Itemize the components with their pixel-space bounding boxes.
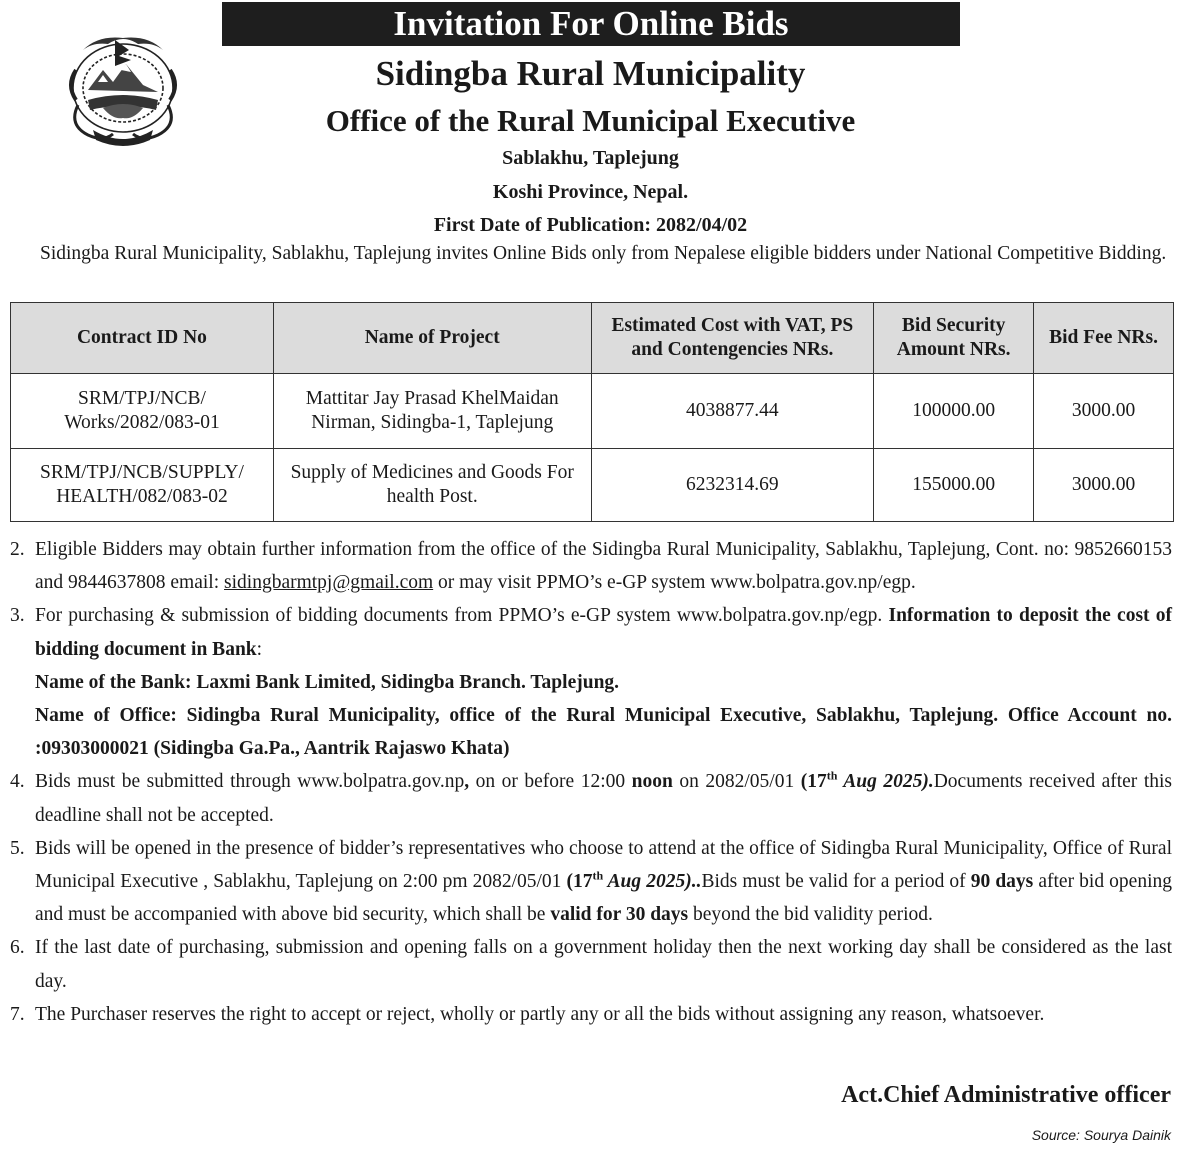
email-link[interactable]: sidingbarmtpj@gmail.com	[224, 572, 434, 594]
table-row	[11, 374, 1174, 449]
intro-paragraph	[10, 239, 1172, 268]
item-text: or may visit PPMO’s e-GP system www.bolpatra.gov.np/egp.	[433, 572, 916, 594]
item-number: 3.	[10, 605, 25, 627]
item-text: after bid opening and must be accompanied with above bid security, which shall be	[35, 871, 1173, 926]
item-text: Eligible Bidders may obtain further information from the office of the Sidingba Rural Municipality, Sablakhu, Taplejung, Cont. no: 9852660153 and 9844637808 email:	[35, 539, 1172, 594]
cell-contract-id: SRM/TPJ/NCB/ Works/2082/083-01	[11, 374, 274, 449]
item-bold-text: Information to deposit the cost of bidding document in Bank	[35, 605, 1172, 660]
cell-bid-fee: 3000.00	[1034, 374, 1174, 449]
publication-date: First Date of Publication: 2082/04/02	[433, 214, 748, 236]
list-item-6	[10, 931, 1172, 997]
cell-bid-fee: 3000.00	[1034, 449, 1174, 522]
cell-project-name: Mattitar Jay Prasad KhelMaidan Nirman, Sidingba-1, Taplejung	[273, 374, 591, 449]
address-line-1: Sablakhu, Taplejung	[502, 147, 679, 169]
item-text: beyond the bid validity period.	[688, 904, 933, 926]
item-text: Documents received after this deadline shall not be accepted.	[35, 771, 1172, 826]
item-number: 2.	[10, 539, 25, 560]
item-bold-text: noon	[631, 771, 673, 793]
bids-table	[10, 302, 1174, 522]
address-line-2: Koshi Province, Nepal.	[492, 181, 689, 203]
item-bold-text: ,	[464, 771, 470, 793]
office-title: Office of the Rural Municipal Executive	[325, 103, 856, 138]
item-text: Bids will be opened in the presence of bidder’s representatives who choose to attend at the office of Sidingba Rural Municipality, Office of Rural Municipal Executive , Sablakhu, Taplejung on 2:00 pm 2082/05/01	[35, 837, 1172, 893]
conditions-list	[10, 533, 1172, 1031]
item-bold-text: 90 days	[970, 871, 1034, 893]
opening-date	[566, 868, 702, 893]
cell-bid-security: 155000.00	[874, 449, 1034, 522]
item-text: For purchasing & submission of bidding documents from PPMO’s e-GP system www.bolpatra.gov.np/egp.	[35, 605, 889, 627]
header-bid-security: Bid Security Amount NRs.	[874, 303, 1034, 374]
signatory-title: Act.Chief Administrative officer	[841, 1082, 1171, 1108]
cell-estimated-cost: 4038877.44	[591, 374, 874, 449]
date-part: (17	[566, 871, 593, 893]
list-item-4	[10, 765, 1172, 831]
cell-project-name: Supply of Medicines and Goods For health Post.	[273, 449, 591, 522]
date-ordinal: th	[826, 768, 838, 783]
bank-name-line: Name of the Bank: Laxmi Bank Limited, Sidingba Branch. Taplejung.	[35, 671, 620, 693]
municipality-title: Sidingba Rural Municipality	[375, 54, 806, 93]
item-number: 5.	[10, 837, 25, 859]
header-contract-id: Contract ID No	[11, 303, 274, 374]
list-item-5	[10, 832, 1172, 932]
office-account-line: Name of Office: Sidingba Rural Municipality, office of the Rural Municipal Executive, Sablakhu, Taplejung. Office Account no. :09303000021 (Sidingba Ga.Pa., Aantrik Rajaswo Khata)	[35, 705, 1172, 760]
list-item-3	[10, 599, 1172, 765]
header-estimated-cost: Estimated Cost with VAT, PS and Contengencies NRs.	[591, 303, 874, 374]
table-header-row	[11, 303, 1174, 374]
item-text: Bids must be submitted through www.bolpatra.gov.np	[35, 771, 465, 793]
item-text: on or before 12:00	[469, 771, 632, 793]
cell-estimated-cost: 6232314.69	[591, 449, 874, 522]
source-credit: Source: Sourya Dainik	[1031, 1127, 1171, 1143]
deadline-date	[800, 768, 934, 793]
item-number: 7.	[10, 1003, 25, 1025]
cell-bid-security: 100000.00	[874, 374, 1034, 449]
header-bid-fee: Bid Fee NRs.	[1034, 303, 1174, 374]
list-item-2	[10, 533, 1172, 599]
date-part: Aug 2025)..	[603, 871, 702, 893]
date-ordinal: th	[592, 868, 604, 883]
item-text: The Purchaser reserves the right to accept or reject, wholly or partly any or all the bids without assigning any reason, whatsoever.	[35, 1003, 1045, 1025]
item-text: If the last date of purchasing, submission and opening falls on a government holiday then the next working day shall be considered as the last day.	[35, 937, 1172, 992]
intro-text: Sidingba Rural Municipality, Sablakhu, Taplejung invites Online Bids only from Nepalese eligible bidders under National Competitive Bidding.	[40, 243, 1167, 264]
header-project-name: Name of Project	[273, 303, 591, 374]
date-part: (17	[800, 771, 827, 793]
item-bold-text: valid for 30 days	[550, 904, 689, 926]
banner-title: Invitation For Online Bids	[222, 2, 960, 46]
item-text: Bids must be valid for a period of	[701, 871, 971, 893]
cell-contract-id: SRM/TPJ/NCB/SUPPLY/ HEALTH/082/083-02	[11, 449, 274, 522]
date-part: Aug 2025).	[837, 771, 934, 793]
table-row	[11, 449, 1174, 522]
list-item-7	[10, 998, 1172, 1031]
item-number: 6.	[10, 937, 25, 959]
item-text: on 2082/05/01	[672, 771, 801, 793]
item-number: 4.	[10, 771, 25, 793]
item-text: :	[256, 638, 263, 660]
